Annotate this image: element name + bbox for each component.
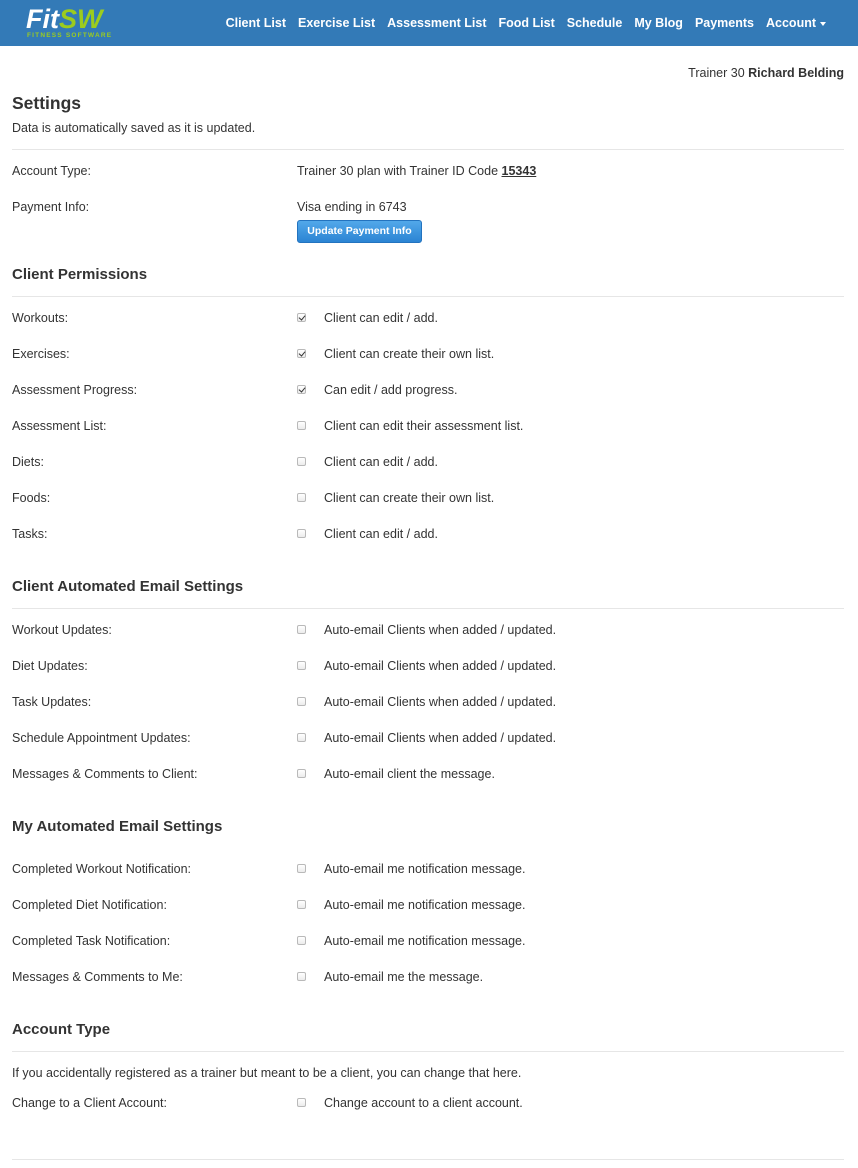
nav-account-dropdown[interactable] (766, 16, 826, 30)
permission-label: Tasks: (12, 527, 48, 541)
trainer-name: Richard Belding (748, 66, 844, 80)
nav-schedule[interactable]: Schedule (566, 16, 623, 30)
payment-info-value: Visa ending in 6743 (297, 200, 407, 214)
notification-desc: Auto-email me notification message. (324, 898, 526, 912)
email-setting-label: Workout Updates: (12, 623, 112, 637)
trainer-id-code: 15343 (501, 164, 537, 178)
task-updates-checkbox[interactable] (297, 697, 306, 706)
permission-desc: Client can edit / add. (324, 455, 438, 469)
notification-label: Completed Task Notification: (12, 934, 171, 948)
permission-foods-checkbox[interactable] (297, 493, 306, 502)
email-setting-desc: Auto-email Clients when added / updated. (324, 623, 557, 637)
email-setting-label: Schedule Appointment Updates: (12, 731, 191, 745)
nav-account-label: Account (766, 16, 816, 30)
logo-fit-text: FitSW (26, 4, 103, 34)
change-account-desc: Change account to a client account. (324, 1096, 523, 1110)
notification-desc: Auto-email me notification message. (324, 934, 526, 948)
caret-down-icon (820, 22, 826, 26)
trainer-info (688, 66, 844, 80)
permission-diets-checkbox[interactable] (297, 457, 306, 466)
nav-assessment-list[interactable]: Assessment List (387, 16, 487, 30)
notification-label: Completed Diet Notification: (12, 898, 167, 912)
footer-divider (12, 1159, 844, 1160)
permission-desc: Can edit / add progress. (324, 383, 458, 397)
email-setting-label: Task Updates: (12, 695, 92, 709)
permission-label: Foods: (12, 491, 51, 505)
my-email-settings-title: My Automated Email Settings (12, 818, 223, 835)
notification-label: Messages & Comments to Me: (12, 970, 183, 984)
email-setting-desc: Auto-email Clients when added / updated. (324, 659, 557, 673)
permission-desc: Client can create their own list. (324, 491, 495, 505)
page-title: Settings (12, 93, 82, 113)
divider (12, 296, 844, 297)
schedule-appointment-updates-checkbox[interactable] (297, 733, 306, 742)
email-setting-desc: Auto-email Clients when added / updated. (324, 695, 557, 709)
page-subtitle: Data is automatically saved as it is updated. (12, 121, 256, 135)
notification-desc: Auto-email me the message. (324, 970, 484, 984)
permission-label: Assessment Progress: (12, 383, 138, 397)
email-setting-desc: Auto-email client the message. (324, 767, 495, 781)
account-type-section-title: Account Type (12, 1021, 111, 1038)
completed-diet-notification-checkbox[interactable] (297, 900, 306, 909)
divider (12, 1051, 844, 1052)
divider (12, 149, 844, 150)
permission-assessment-progress-checkbox[interactable] (297, 385, 306, 394)
nav-my-blog[interactable]: My Blog (634, 16, 683, 30)
permission-desc: Client can create their own list. (324, 347, 495, 361)
email-setting-desc: Auto-email Clients when added / updated. (324, 731, 557, 745)
account-type-note: If you accidentally registered as a trainer but meant to be a client, you can change that here. (12, 1066, 522, 1080)
client-permissions-title: Client Permissions (12, 266, 148, 283)
workout-updates-checkbox[interactable] (297, 625, 306, 634)
change-to-client-checkbox[interactable] (297, 1098, 306, 1107)
permission-label: Assessment List: (12, 419, 107, 433)
notification-desc: Auto-email me notification message. (324, 862, 526, 876)
nav-payments[interactable]: Payments (694, 16, 754, 30)
nav-exercise-list[interactable]: Exercise List (298, 16, 376, 30)
email-setting-label: Messages & Comments to Client: (12, 767, 198, 781)
permission-assessment-list-checkbox[interactable] (297, 421, 306, 430)
email-setting-label: Diet Updates: (12, 659, 88, 673)
nav-food-list[interactable]: Food List (498, 16, 555, 30)
account-type-label: Account Type: (12, 164, 91, 178)
payment-info-label: Payment Info: (12, 200, 90, 214)
permission-label: Exercises: (12, 347, 70, 361)
messages-to-client-checkbox[interactable] (297, 769, 306, 778)
permission-label: Workouts: (12, 311, 69, 325)
update-payment-info-button[interactable]: Update Payment Info (297, 220, 422, 243)
notification-label: Completed Workout Notification: (12, 862, 192, 876)
permission-desc: Client can edit / add. (324, 527, 438, 541)
fitsw-logo[interactable] (25, 4, 140, 40)
divider (12, 608, 844, 609)
permission-desc: Client can edit / add. (324, 311, 438, 325)
account-type-value (297, 164, 536, 178)
diet-updates-checkbox[interactable] (297, 661, 306, 670)
permission-desc: Client can edit their assessment list. (324, 419, 524, 433)
permission-tasks-checkbox[interactable] (297, 529, 306, 538)
permission-exercises-checkbox[interactable] (297, 349, 306, 358)
change-account-label: Change to a Client Account: (12, 1096, 167, 1110)
completed-workout-notification-checkbox[interactable] (297, 864, 306, 873)
logo-sub-text: FITNESS SOFTWARE (27, 32, 113, 39)
permission-workouts-checkbox[interactable] (297, 313, 306, 322)
client-email-settings-title: Client Automated Email Settings (12, 578, 244, 595)
permission-label: Diets: (12, 455, 44, 469)
nav-links (226, 0, 858, 46)
trainer-plan: Trainer 30 (688, 66, 745, 80)
top-navbar (0, 0, 858, 46)
completed-task-notification-checkbox[interactable] (297, 936, 306, 945)
nav-client-list[interactable]: Client List (225, 16, 286, 30)
account-type-text: Trainer 30 plan with Trainer ID Code (297, 164, 499, 178)
messages-to-me-checkbox[interactable] (297, 972, 306, 981)
